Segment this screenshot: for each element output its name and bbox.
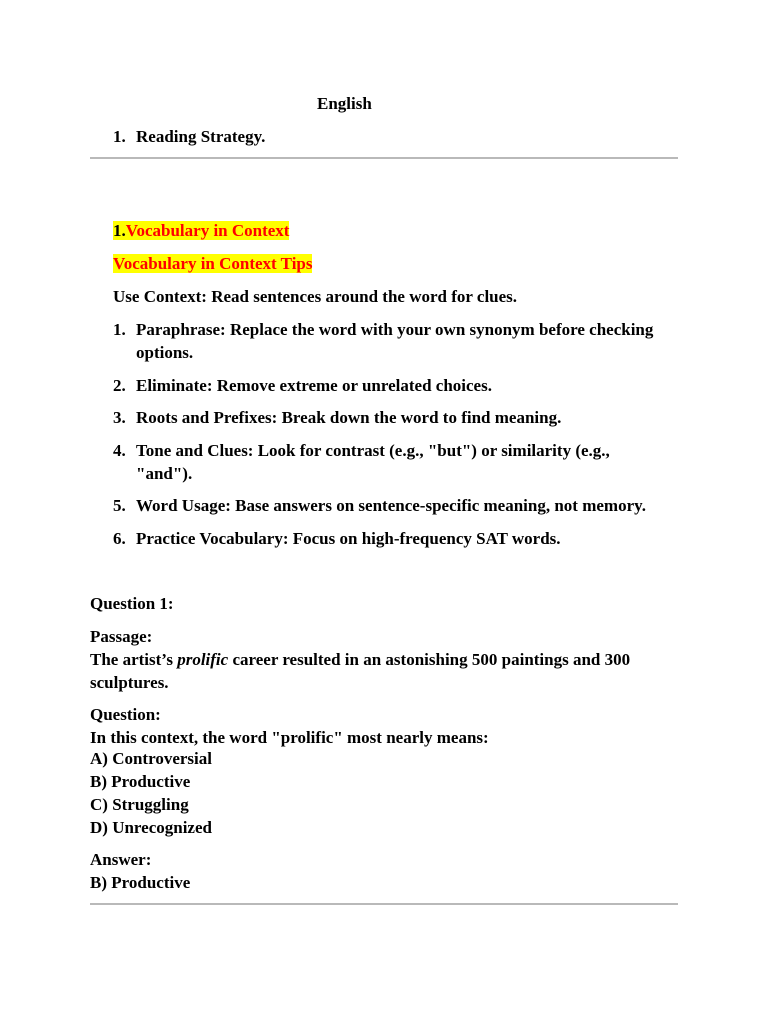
passage-text-continued: sculptures. (90, 673, 169, 692)
option-b: B) Productive (90, 772, 191, 791)
vocab-heading-label: Vocabulary in Context (125, 221, 290, 240)
question-text: In this context, the word "prolific" most nearly means: (90, 728, 489, 747)
horizontal-rule-top (90, 157, 678, 159)
option-c: C) Struggling (90, 795, 189, 814)
vocab-heading-number: 1. (113, 221, 126, 240)
passage-keyword: prolific (177, 650, 229, 669)
option-d: D) Unrecognized (90, 818, 212, 837)
list-item-text: Word Usage: Base answers on sentence-specific meaning, not memory. (136, 496, 646, 515)
list-item-number: 4. (113, 441, 126, 460)
passage-text-end: career resulted in an astonishing 500 paintings and 300 (228, 650, 631, 669)
use-context-text: Use Context: Read sentences around the word for clues. (113, 287, 518, 306)
page-title: English (317, 94, 372, 113)
answer-label: Answer: (90, 850, 152, 869)
tips-heading (113, 252, 312, 275)
option-a: A) Controversial (90, 749, 212, 768)
list-item-number: 1. (113, 320, 126, 339)
list-item-number: 3. (113, 408, 126, 427)
section-label: Reading Strategy. (136, 127, 266, 146)
list-item-text-continued: options. (136, 343, 194, 362)
question-number: Question 1: (90, 594, 174, 613)
list-item-number: 5. (113, 496, 126, 515)
question-label: Question: (90, 705, 161, 724)
tips-heading-label: Vocabulary in Context Tips (113, 254, 313, 273)
horizontal-rule-bottom (90, 903, 678, 905)
passage-text (90, 648, 630, 671)
list-item-text: Practice Vocabulary: Focus on high-frequency SAT words. (136, 529, 561, 548)
answer-text: B) Productive (90, 873, 191, 892)
vocab-heading (113, 219, 289, 242)
list-item-text: Eliminate: Remove extreme or unrelated choices. (136, 376, 492, 395)
list-item-text: Roots and Prefixes: Break down the word to find meaning. (136, 408, 562, 427)
list-item-text: Tone and Clues: Look for contrast (e.g., "but") or similarity (e.g., (136, 441, 610, 460)
list-item-text-continued: "and"). (136, 464, 193, 483)
section-number: 1. (113, 127, 126, 146)
list-item-number: 2. (113, 376, 126, 395)
passage-text-start: The artist’s (90, 650, 178, 669)
list-item-text: Paraphrase: Replace the word with your own synonym before checking (136, 320, 654, 339)
passage-label: Passage: (90, 627, 153, 646)
list-item-number: 6. (113, 529, 126, 548)
